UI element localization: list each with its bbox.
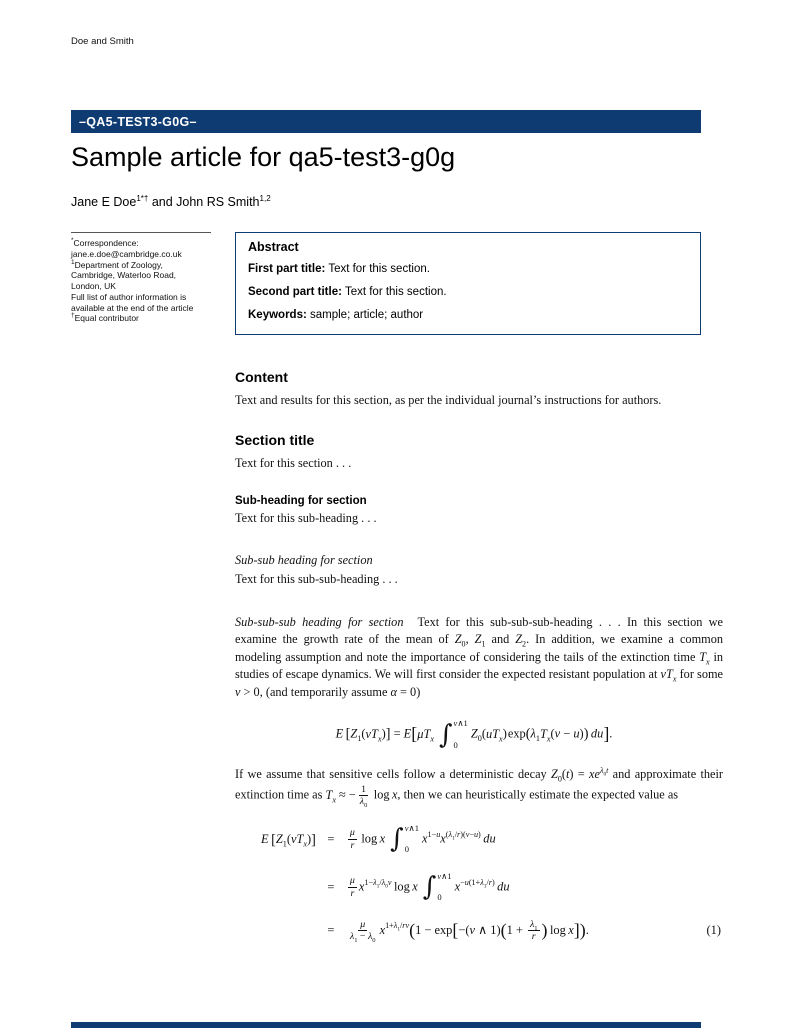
aligned-equation-block: [261, 823, 723, 943]
sub-sub-sub-paragraph: [235, 614, 723, 702]
section-paragraph: Text for this section . . .: [235, 455, 352, 470]
content-paragraph: Text and results for this section, as per the individual journal’s instructions for authors.: [235, 393, 662, 408]
sub-heading: Sub-heading for section: [235, 495, 367, 508]
abstract-second-part-label: Second part title:: [248, 286, 342, 299]
author-info-note: Full list of author information is available at the end of the article: [71, 291, 194, 313]
banner-label: –QA5-TEST3-G0G–: [79, 114, 197, 129]
abstract-first-part: [248, 261, 688, 277]
equal-contributor-note: †Equal contributor: [71, 312, 139, 324]
equation-lhs: E $[Z_1(vT_x)]$: [261, 831, 316, 849]
abstract-first-part-text: Text for this section.: [328, 263, 430, 275]
two-column-layout: [71, 232, 723, 943]
equation-number: (1): [706, 923, 721, 938]
authors-line: Jane E Doe$^{1*\dagger}$ and John RS Smith$^{1,2}$: [71, 193, 271, 209]
journal-banner: [71, 110, 701, 133]
equals-sign: =: [327, 831, 335, 846]
abstract-first-part-label: First part title:: [248, 263, 326, 275]
footer-bar: [71, 1022, 701, 1028]
section-heading-content: Content: [235, 369, 288, 386]
correspondence-note: *Correspondence: jane.e.doe@cambridge.co.uk: [71, 237, 182, 259]
author-notes-sidebar: [71, 232, 211, 324]
main-column: [235, 232, 723, 943]
abstract-title: Abstract: [248, 240, 299, 254]
abstract-keywords-label: Keywords:: [248, 309, 307, 322]
equation-rhs: $\frac{\mu}{\lambda_1 - \lambda_0}$ $x^{1+\lambda_1/rv}(1 - \exp[-(v$ ∧ 1)(1 + $\frac{\lambda_1}{r}$ ) log x]).: [349, 918, 589, 945]
abstract-box: [235, 232, 701, 335]
abstract-second-part-text: Text for this section.: [344, 286, 447, 299]
sub-sub-heading: Sub-sub heading for section: [235, 553, 373, 568]
equals-sign: =: [327, 923, 335, 938]
sub-sub-heading-paragraph: Text for this sub-sub-heading . . .: [235, 572, 398, 587]
equation-rhs: $\frac{\mu}{r}$ log x ∫ v∧1 0 $x^{1-u}x^{(\lambda_1/r)(v-u)}$ du: [349, 822, 496, 855]
display-equation: E $[Z_1(vT_x)] = E[\mu T_x$ ∫ v∧1 0 $Z_0(uT_x)$ $\exp(\lambda_1T_x(v - u))$ du].: [335, 718, 613, 750]
running-head: Doe and Smith: [71, 36, 134, 47]
abstract-keywords: [248, 307, 688, 323]
affiliation-note: $^1$Department of Zoology, Cambridge, Waterloo Road, London, UK: [71, 258, 177, 292]
article-title: Sample article for qa5-test3-g0g: [71, 142, 456, 172]
abstract-keywords-text: sample; article; author: [310, 309, 424, 322]
estimate-paragraph: If we assume that sensitive cells follow a deterministic decay $Z_0(t) = xe^{\lambda_0t}$ and approximate their extinction time as $T_x$ ≈ − $\frac{1}{\lambda_0}$ log x, then we can heuristically estimate the expected value as: [235, 766, 723, 810]
sub-heading-paragraph: Text for this sub-heading . . .: [235, 511, 377, 526]
section-heading-title: Section title: [235, 431, 315, 448]
equation-rhs: $\frac{\mu}{r}$ $x^{1-\lambda_1/\lambda_0v}$ log x ∫ v∧1 0 $x^{-u(1+\lambda_1/r)}$ du: [349, 870, 510, 903]
sub-sub-sub-text: Text for this sub-sub-sub-heading . . . In this section we examine the growth rate of the mean of $Z_0$, $Z_1$ and $Z_2$. In addition, we examine a common modeling assumption and note the importance of considering the tails of the extinction time $T_x$ in studies of escape dynamics. We will first consider the expected resistant population at $vT_x$ for some v > 0, (and temporarily assume α = 0): [235, 614, 724, 699]
abstract-second-part: [248, 284, 688, 300]
sub-sub-sub-heading: Sub-sub-sub heading for section: [235, 614, 404, 629]
equals-sign: =: [327, 879, 335, 894]
